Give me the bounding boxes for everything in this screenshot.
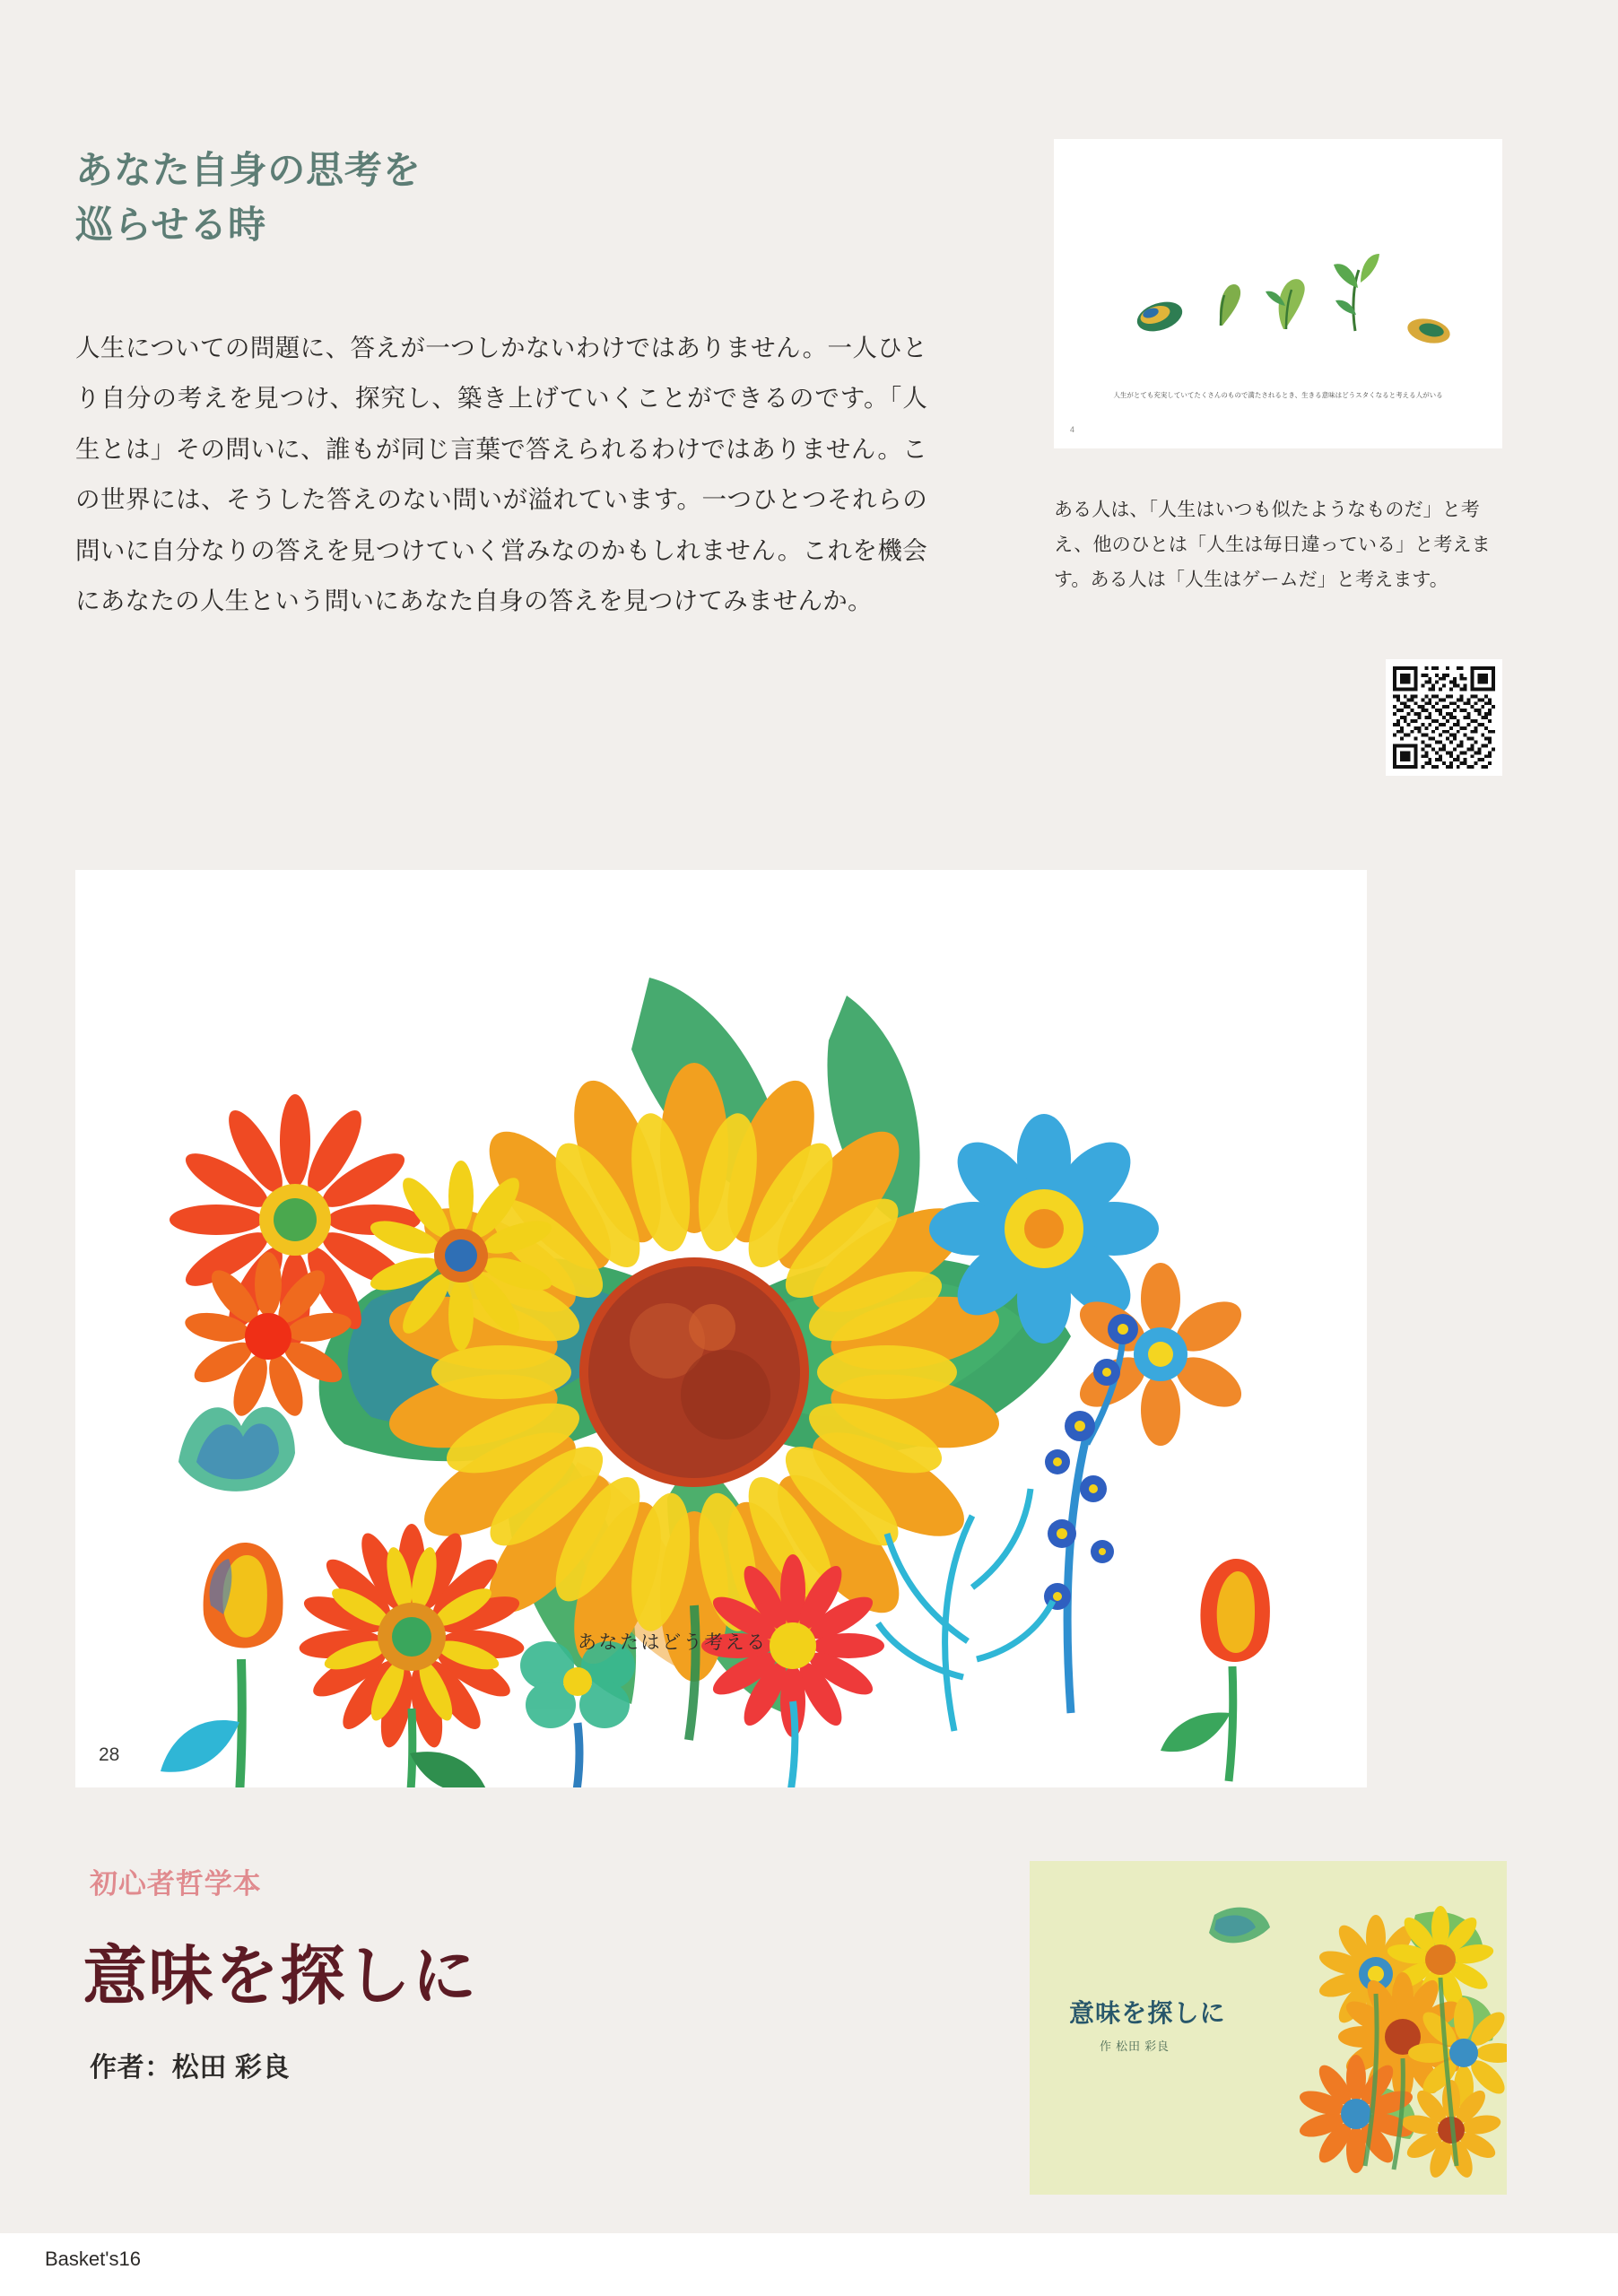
qr-code-icon xyxy=(1393,666,1495,769)
spread-photo-caption: 人生がとても充実していてたくさんのもので満たされるとき、生きる意味はどうスタくなると考える人がいる xyxy=(1113,391,1443,400)
body-paragraph: 人生についての問題に、答えが一つしかないわけではありません。一人ひとり自分の考えを見つけ、探究し、築き上げていくことができるのです。「人生とは」その問いに、誰もが同じ言葉で答えられるわけではありません。この世界には、そうした答えのない問いが溢れています。一つひとつそれらの問いに自分なりの答えを見つけていく営みなのかもしれません。これを機会にあなたの人生という問いにあなた自身の答えを見つけてみませんか。 xyxy=(75,334,927,614)
page-headline xyxy=(75,144,649,253)
cover-author: 作 松田 彩良 xyxy=(1100,2039,1170,2053)
artwork-panel xyxy=(75,870,1367,1787)
footer-label: Basket's16 xyxy=(45,2248,141,2270)
book-spread-photo xyxy=(1054,139,1502,448)
qr-code[interactable] xyxy=(1386,659,1502,776)
book-title: 意味を探しに xyxy=(83,1941,478,2013)
book-cover-image xyxy=(1030,1861,1507,2195)
footer-strip xyxy=(0,2233,1618,2296)
sidebar-caption: ある人は、「人生はいつも似たようなものだ」と考え、他のひとは「人生は毎日違っている」と考えます。ある人は「人生はゲームだ」と考えます。 xyxy=(1054,500,1491,590)
headline-line-2: 巡らせる時 xyxy=(75,203,266,246)
book-author: 作者：松田 彩良 xyxy=(90,2053,291,2083)
book-kicker: 初心者哲学本 xyxy=(90,1868,262,1900)
artwork-page-number: 28 xyxy=(99,1744,120,1765)
headline-line-1: あなた自身の思考を xyxy=(75,149,422,191)
cover-title: 意味を探しに xyxy=(1069,1999,1226,2027)
spread-photo-page-number: 4 xyxy=(1070,425,1075,434)
sprout-illustration xyxy=(1054,139,1502,448)
artwork-inner-caption: あなたはどう考える xyxy=(578,1632,768,1653)
